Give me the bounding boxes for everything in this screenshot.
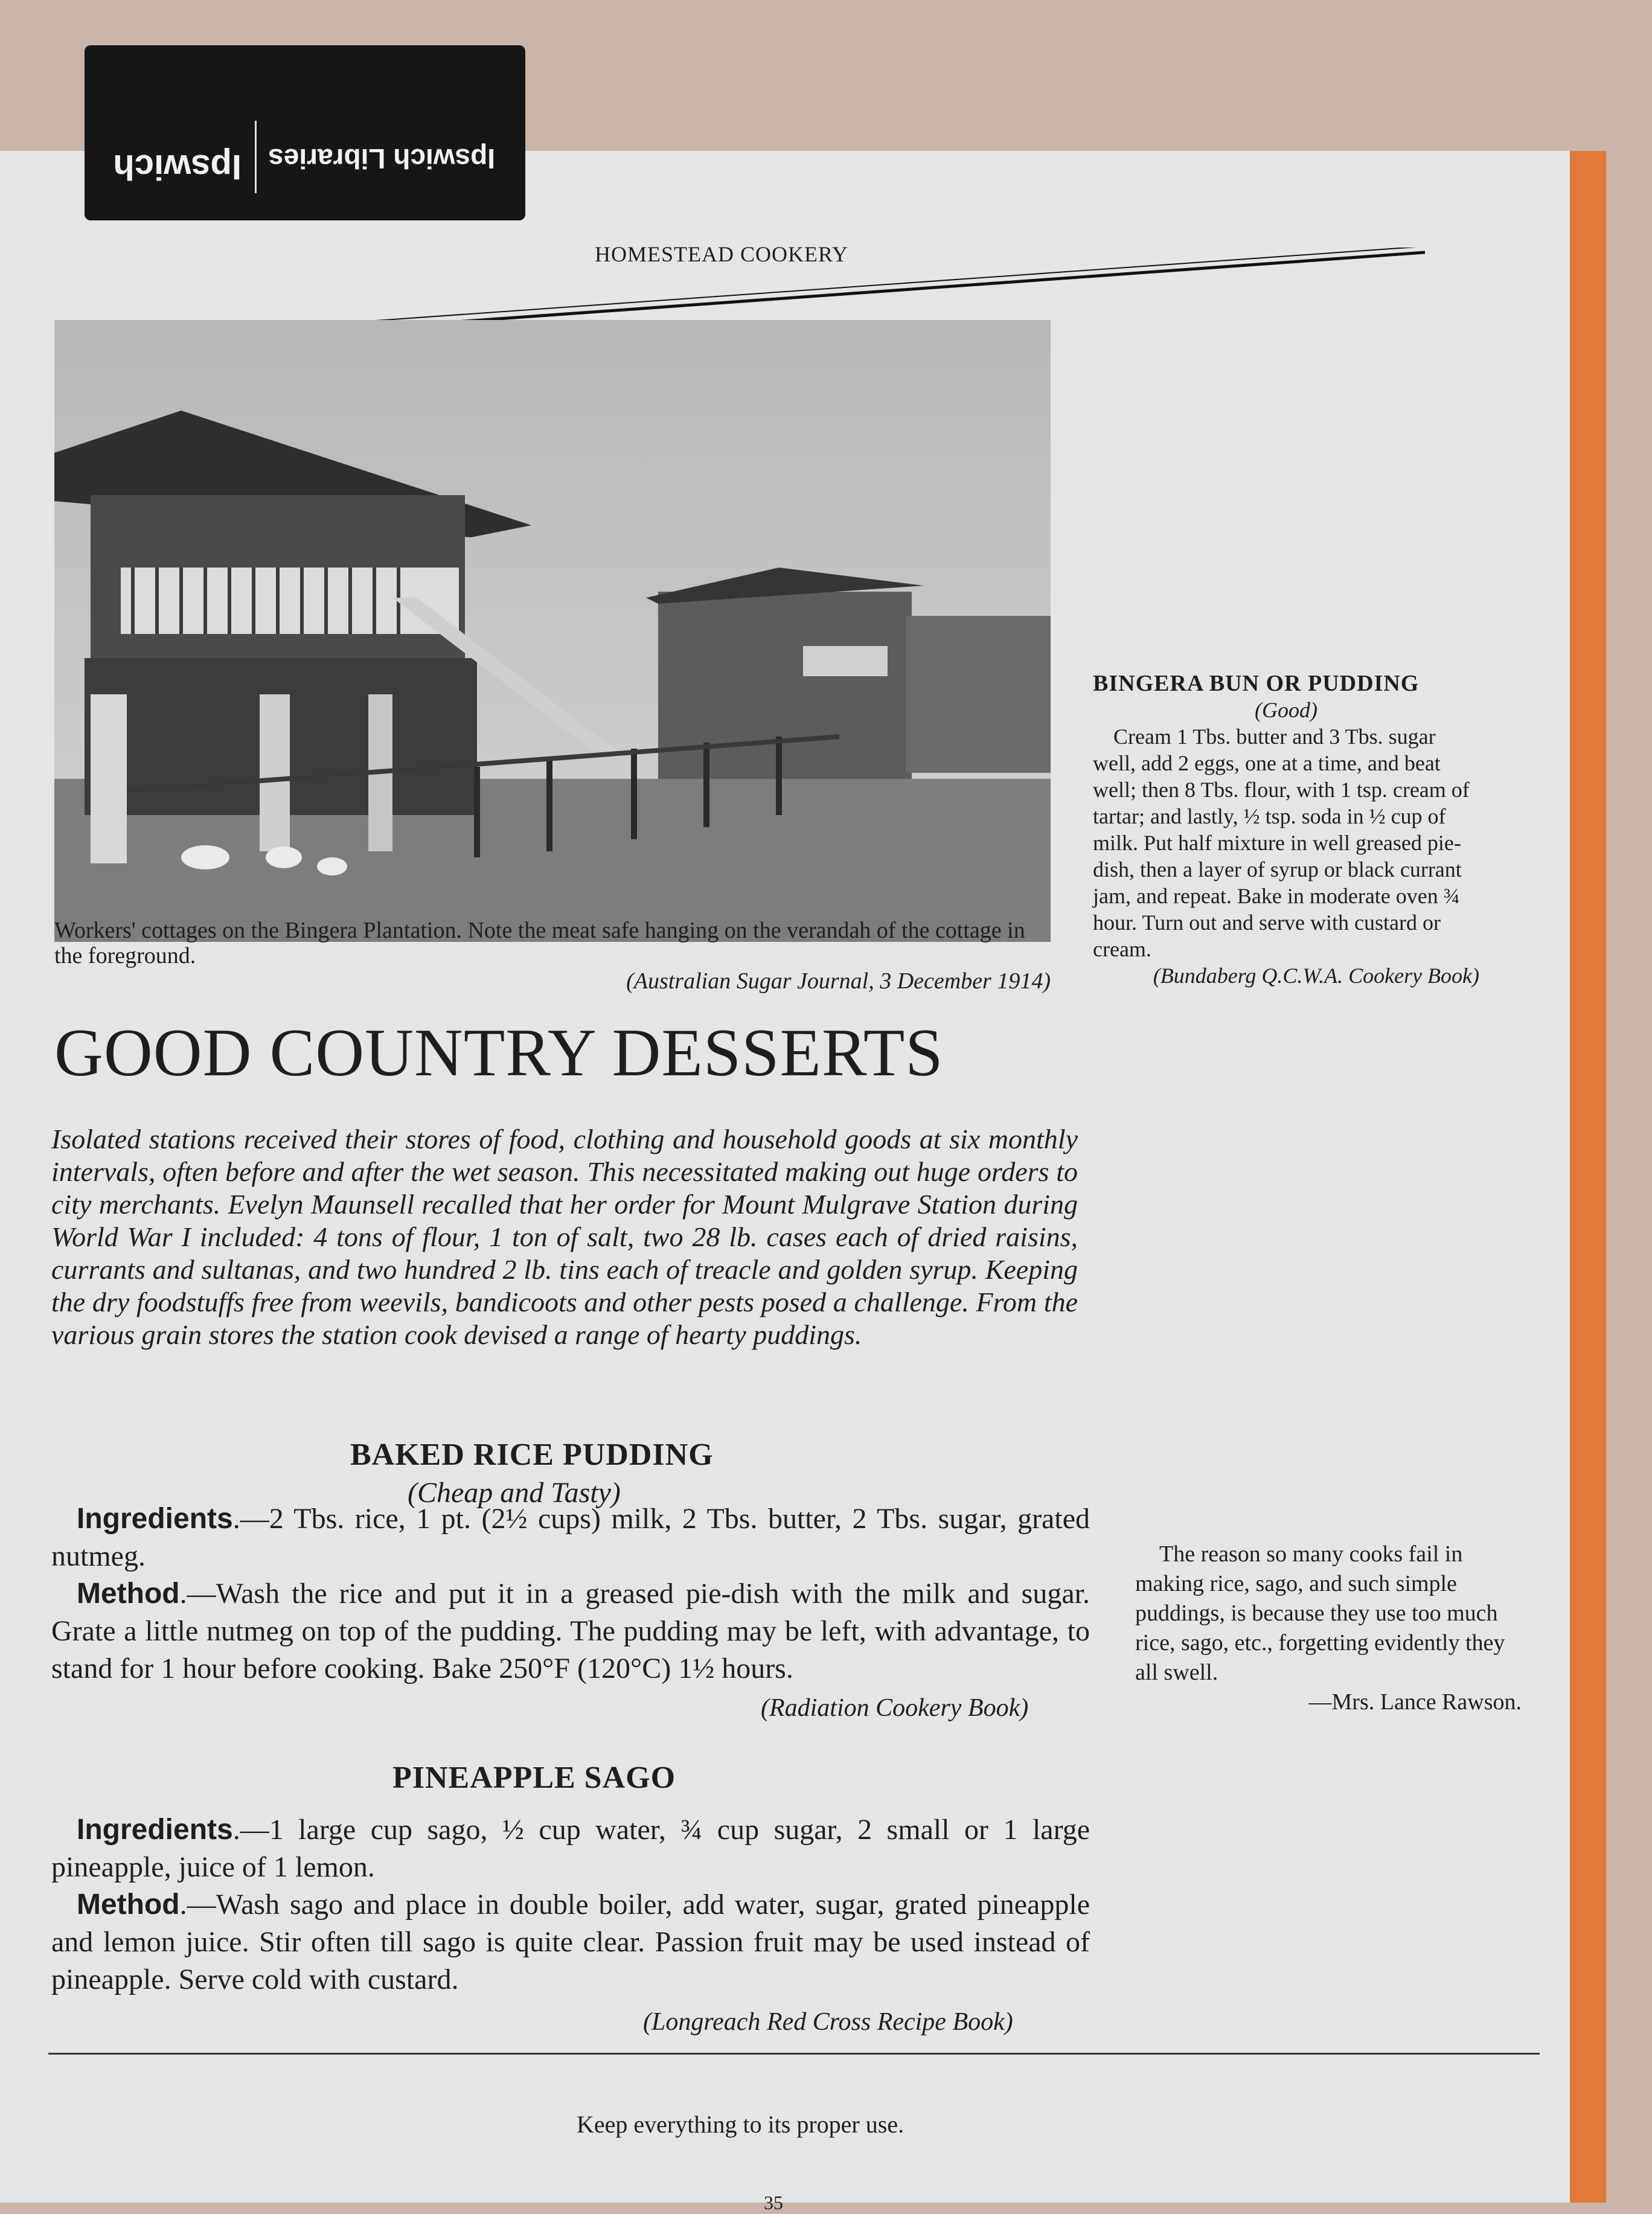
library-bookmark [85,45,525,220]
sidebar-title: BINGERA BUN OR PUDDING [1093,671,1420,696]
photo-caption [54,918,1051,994]
recipe-body-sago [51,1811,1090,1998]
page-edge [1570,151,1606,2203]
page-number: 35 [764,2192,783,2213]
method-text: .—Wash sago and place in double boiler, add water, sugar, grated pineapple and lemon juice. Stir often till sago is quite clear. Passion fruit may be used instead of pineapple. Serve cold with custard. [51,1889,1090,1995]
caption-source: (Australian Sugar Journal, 3 December 1914) [626,968,1051,994]
ingredients-label: Ingredients [77,1503,233,1535]
bookmark-divider [255,121,257,193]
recipe-body-rice [51,1500,1090,1688]
cottages-illustration [54,320,1051,942]
running-head: HOMESTEAD COOKERY [595,242,849,266]
caption-text: Workers' cottages on the Bingera Plantation. Note the meat safe hanging on the verandah of the cottage in the foreground. [54,918,1025,968]
quote-author: —Mrs. Lance Rawson. [1308,1689,1522,1715]
method-text: .—Wash the rice and put it in a greased pie-dish with the milk and sugar. Grate a little nutmeg on top of the pudding. The pudding may be left, with advantage, to stand for 1 hour before cooking. Bake 250°F (120°C) 1½ hours. [51,1578,1090,1684]
method-label: Method [77,1889,180,1921]
historic-photo [54,320,1051,942]
footer-motto: Keep everything to its proper use. [577,2111,904,2138]
bookmark-libraries-label: Ipswich Libraries [268,143,495,174]
recipe-title-sago: PINEAPPLE SAGO [392,1761,676,1795]
recipe-subtitle-rice: (Cheap and Tasty) [408,1477,621,1509]
recipe-title-rice: BAKED RICE PUDDING [350,1438,714,1472]
ingredients-text: .—1 large cup sago, ½ cup water, ¾ cup sugar, 2 small or 1 large pineapple, juice of 1 lemon. [51,1814,1090,1883]
quote-text: The reason so many cooks fail in making rice, sago, and such simple puddings, is because they use too much rice, sago, etc., forgetting evidently they all swell. [1135,1541,1505,1685]
sidebar-source: (Bundaberg Q.C.W.A. Cookery Book) [1153,964,1479,988]
footer-rule [48,2053,1540,2055]
method-label: Method [77,1578,180,1610]
sidebar-recipe [1093,670,1479,989]
bookmark-city-label: Ipswich [113,147,242,187]
page-title: GOOD COUNTRY DESSERTS [54,1016,944,1090]
ingredients-label: Ingredients [77,1814,233,1846]
sidebar-text: Cream 1 Tbs. butter and 3 Tbs. sugar well, add 2 eggs, one at a time, and beat well; then 8 Tbs. flour, with 1 tsp. cream of tartar; and lastly, ½ tsp. soda in ½ cup of milk. Put half mixture in well greased pie-dish, then a layer of syrup or black currant jam, and repeat. Bake in moderate oven ¾ hour. Turn out and serve with custard or cream. [1093,725,1470,961]
intro-paragraph: Isolated stations received their stores of food, clothing and household goods at six monthly intervals, often before and after the wet season. This necessitated making out huge orders to city merchants. Evelyn Maunsell recalled that her order for Mount Mulgrave Station during World War I included: 4 tons of flour, 1 ton of salt, two 28 lb. cases each of dried raisins, currants and sultanas, and two hundred 2 lb. tins each of treacle and golden syrup. Keeping the dry foodstuffs free from weevils, bandicoots and other pests posed a challenge. From the various grain stores the station cook devised a range of hearty puddings. [51,1124,1078,1350]
ingredients-text: .—2 Tbs. rice, 1 pt. (2½ cups) milk, 2 Tbs. butter, 2 Tbs. sugar, grated nutmeg. [51,1503,1090,1572]
recipe-source-sago: (Longreach Red Cross Recipe Book) [643,2008,1013,2036]
pull-quote [1135,1540,1522,1717]
recipe-source-rice: (Radiation Cookery Book) [761,1694,1029,1722]
sidebar-subtitle: (Good) [1255,698,1317,722]
